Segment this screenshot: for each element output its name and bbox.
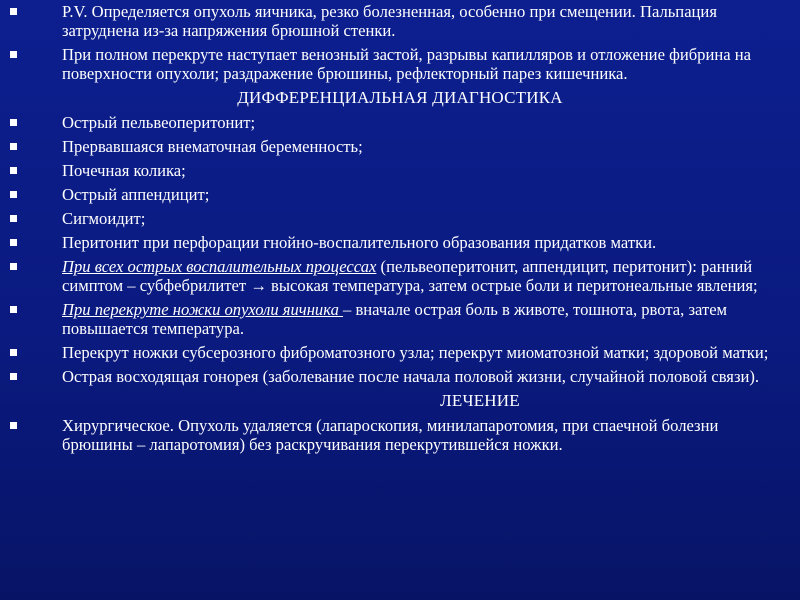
bullet-item-ovarian-torsion: [10, 300, 790, 338]
square-bullet-icon: [10, 349, 17, 356]
square-bullet-icon: [10, 51, 17, 58]
bullet-item-diag: [10, 137, 790, 156]
item-text: (пельвеоперитонит, аппендицит, перитонит): ранний симптом – субфебрилитет → высокая температура, затем острые боли и перитонеальные явления;: [62, 257, 758, 295]
item-text: – вначале острая боль в животе, тошнота, рвота, затем повышается температура.: [62, 300, 728, 338]
bullet-item-diag: [10, 233, 790, 252]
item-text: Острая восходящая гонорея (заболевание после начала половой жизни, случайной половой связи).: [62, 367, 760, 386]
item-text: Перитонит при перфорации гнойно-воспалительного образования придатков матки.: [62, 233, 657, 252]
square-bullet-icon: [10, 373, 17, 380]
treatment-heading: ЛЕЧЕНИЕ: [440, 391, 520, 410]
square-bullet-icon: [10, 263, 17, 270]
bullet-item-diag: [10, 209, 790, 228]
bullet-item-diag: [10, 185, 790, 204]
bullet-item-other: [10, 367, 790, 386]
item-text: Хирургическое. Опухоль удаляется (лапароскопия, минилапаротомия, при спаечной болезни брюшины – лапаротомия) без раскручивания перекрутившейся ножки.: [62, 416, 719, 454]
underlined-phrase: При всех острых воспалительных процессах: [62, 257, 377, 276]
square-bullet-icon: [10, 239, 17, 246]
bullet-item-diag: [10, 113, 790, 132]
bullet-item-acute-processes: [10, 257, 790, 295]
square-bullet-icon: [10, 306, 17, 313]
item-text: Острый аппендицит;: [62, 185, 210, 204]
square-bullet-icon: [10, 215, 17, 222]
square-bullet-icon: [10, 119, 17, 126]
item-text: P.V. Определяется опухоль яичника, резко болезненная, особенно при смещении. Пальпация затруднена из-за напряжения брюшной стенки.: [62, 2, 717, 40]
item-text: Острый пельвеоперитонит;: [62, 113, 256, 132]
square-bullet-icon: [10, 8, 17, 15]
underlined-phrase: При перекруте ножки опухоли яичника: [62, 300, 344, 319]
bullet-item-full-torsion: [10, 45, 790, 83]
square-bullet-icon: [10, 167, 17, 174]
diagnostics-heading: ДИФФЕРЕНЦИАЛЬНАЯ ДИАГНОСТИКА: [237, 88, 563, 107]
item-text: При полном перекруте наступает венозный застой, разрывы капилляров и отложение фибрина на поверхности опухоли; раздражение брюшины, рефлекторный парез кишечника.: [62, 45, 751, 83]
item-text: Прервавшаяся внематочная беременность;: [62, 137, 363, 156]
bullet-item-pv: [10, 2, 790, 40]
square-bullet-icon: [10, 143, 17, 150]
bullet-item-diag: [10, 161, 790, 180]
square-bullet-icon: [10, 422, 17, 429]
item-text: Почечная колика;: [62, 161, 186, 180]
item-text: Сигмоидит;: [62, 209, 146, 228]
item-text: Перекрут ножки субсерозного фиброматозного узла; перекрут миоматозной матки; здоровой матки;: [62, 343, 769, 362]
bullet-item-other: [10, 343, 790, 362]
square-bullet-icon: [10, 191, 17, 198]
bullet-item-treatment: [10, 416, 790, 454]
